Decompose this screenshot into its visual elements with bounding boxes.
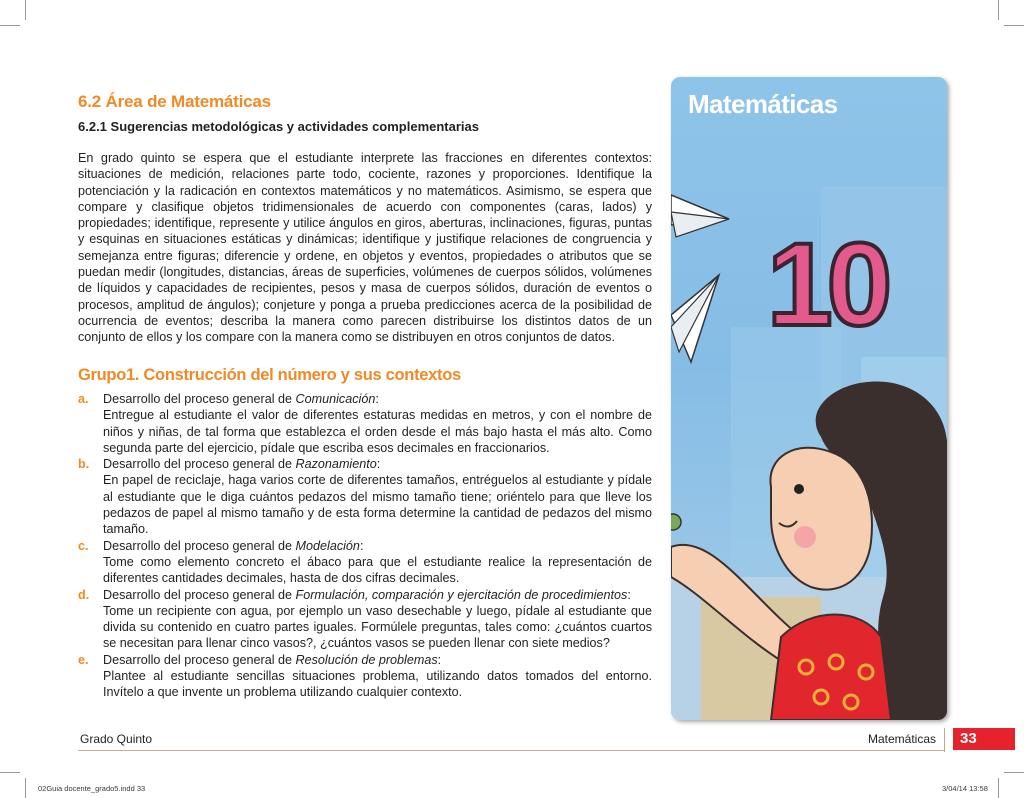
illustration-panel <box>671 77 947 720</box>
item-letter: c. <box>78 538 89 553</box>
subsection-title: 6.2.1 Sugerencias metodológicas y actividades complementarias <box>78 119 480 134</box>
item-letter: d. <box>78 587 90 602</box>
activity-description: Entregue al estudiante el valor de diferentes estaturas medidas en metros, y con el nombre de niños y niñas, de tal forma que establezca el orden desde el más bajo hasta el más alto. Como segunda parte del ejercicio, pídale que escriba esos decimales en fraccionarios. <box>103 408 652 455</box>
process-suffix: : <box>437 652 442 667</box>
footer-rule <box>78 750 945 751</box>
process-prefix: Desarrollo del proceso general de <box>103 457 296 472</box>
item-letter: a. <box>78 392 89 406</box>
activity-description: Tome un recipiente con agua, por ejemplo un vaso desechable y luego, pídale al estudiante que divida su contenido en cuatro partes iguales. Formúlele preguntas, tales como: ¿cuántos cuartos se necesitan para llenar cinco vasos?, ¿cuántos vasos se pueden llenar con siete medios? <box>103 603 652 651</box>
process-heading <box>103 391 652 407</box>
process-prefix: Desarrollo del proceso general de <box>103 392 296 406</box>
list-item <box>78 391 652 456</box>
crop-mark <box>1004 25 1024 26</box>
print-slug-datetime: 3/04/14 13:58 <box>942 784 988 793</box>
crop-mark <box>0 25 20 26</box>
process-prefix: Desarrollo del proceso general de <box>103 538 296 553</box>
item-letter: b. <box>78 457 90 472</box>
process-heading <box>103 652 652 668</box>
cheek-shape <box>794 526 816 548</box>
process-heading <box>103 538 652 554</box>
group-title: Grupo1. Construcción del número y sus contextos <box>78 366 461 384</box>
process-heading <box>103 587 652 603</box>
page-number: 33 <box>953 728 1015 750</box>
crop-mark <box>25 778 26 798</box>
process-name: Razonamiento <box>295 457 377 472</box>
list-item <box>78 538 652 587</box>
illustration-title: Matemáticas <box>688 89 838 119</box>
crop-mark <box>1004 772 1024 773</box>
process-heading <box>103 456 652 472</box>
item-letter: e. <box>78 652 89 667</box>
intro-paragraph: En grado quinto se espera que el estudiante interprete las fracciones en diferentes contextos: situaciones de medición, relaciones parte todo, cociente, razones y proporciones. Identifique la potenciación y la radicación en contextos matemáticos y no matemáticos. Asimismo, se espera que compare y clasifique objetos tridimensionales de acuerdo con componentes (caras, lados) y propiedades; identifique, represente y utilice ángulos en giros, aberturas, inclinaciones, figuras, puntas y esquinas en situaciones estáticas y dinámicas; identifique y justifique relaciones de congruencia y semejanza entre figuras; diferencie y ordene, en objetos y eventos, propiedades o atributos que se puedan medir (longitudes, distancias, áreas de superficies, volúmenes de cuerpos sólidos, volúmenes de líquidos y capacidades de recipientes, pesos y masa de cuerpos sólidos, duración de eventos o procesos, amplitud de ángulos); conjeture y ponga a prueba predicciones acerca de la posibilidad de ocurrencia de eventos; describa la manera como parecen distribuirse los distintos datos de un conjunto de ellos y los compare con la manera como se distribuyen en otros conjuntos de datos. <box>78 151 652 345</box>
footer-divider <box>944 728 945 752</box>
crop-mark <box>998 778 999 798</box>
activity-description: En papel de reciclaje, haga varios corte de diferentes tamaños, entréguelos al estudiante y pídale al estudiante que le diga cuántos pedazos del mismo tamaño tiene; oriéntelo para que lleve los pedazos de papel al mismo tamaño y de esta forma determine la cantidad de pedazos del mismo tamaño. <box>103 473 652 537</box>
crop-mark <box>998 0 999 20</box>
process-name: Formulación, comparación y ejercitación de procedimientos <box>295 587 628 602</box>
number-ten: 10 <box>767 219 887 351</box>
illustration-artwork <box>671 77 947 720</box>
process-prefix: Desarrollo del proceso general de <box>103 587 296 602</box>
footer-subject: Matemáticas <box>868 732 937 746</box>
eye-icon <box>794 484 804 494</box>
activity-description: Plantee al estudiante sencillas situaciones problema, utilizando datos tomados del entorno. Invítelo a que invente un problema utilizando cualquier contexto. <box>103 669 652 700</box>
section-title: 6.2 Área de Matemáticas <box>78 92 271 111</box>
process-name: Comunicación <box>295 392 376 406</box>
process-suffix: : <box>376 457 381 472</box>
activity-list <box>78 391 652 701</box>
process-suffix: : <box>359 538 364 553</box>
process-name: Resolución de problemas <box>295 652 438 667</box>
list-item <box>78 456 652 537</box>
ball-icon <box>671 514 681 530</box>
list-item <box>78 652 652 701</box>
activity-description: Tome como elemento concreto el ábaco para que el estudiante realice la representación de diferentes cantidades decimales, hasta de dos cifras decimales. <box>103 554 652 586</box>
process-suffix: : <box>375 392 379 406</box>
list-item <box>78 587 652 652</box>
print-slug-file: 02Guia docente_grado5.indd 33 <box>38 784 146 793</box>
crop-mark <box>25 0 26 20</box>
footer-grade: Grado Quinto <box>80 732 153 746</box>
crop-mark <box>0 772 20 773</box>
process-prefix: Desarrollo del proceso general de <box>103 652 296 667</box>
process-suffix: : <box>627 587 631 602</box>
process-name: Modelación <box>295 538 360 553</box>
